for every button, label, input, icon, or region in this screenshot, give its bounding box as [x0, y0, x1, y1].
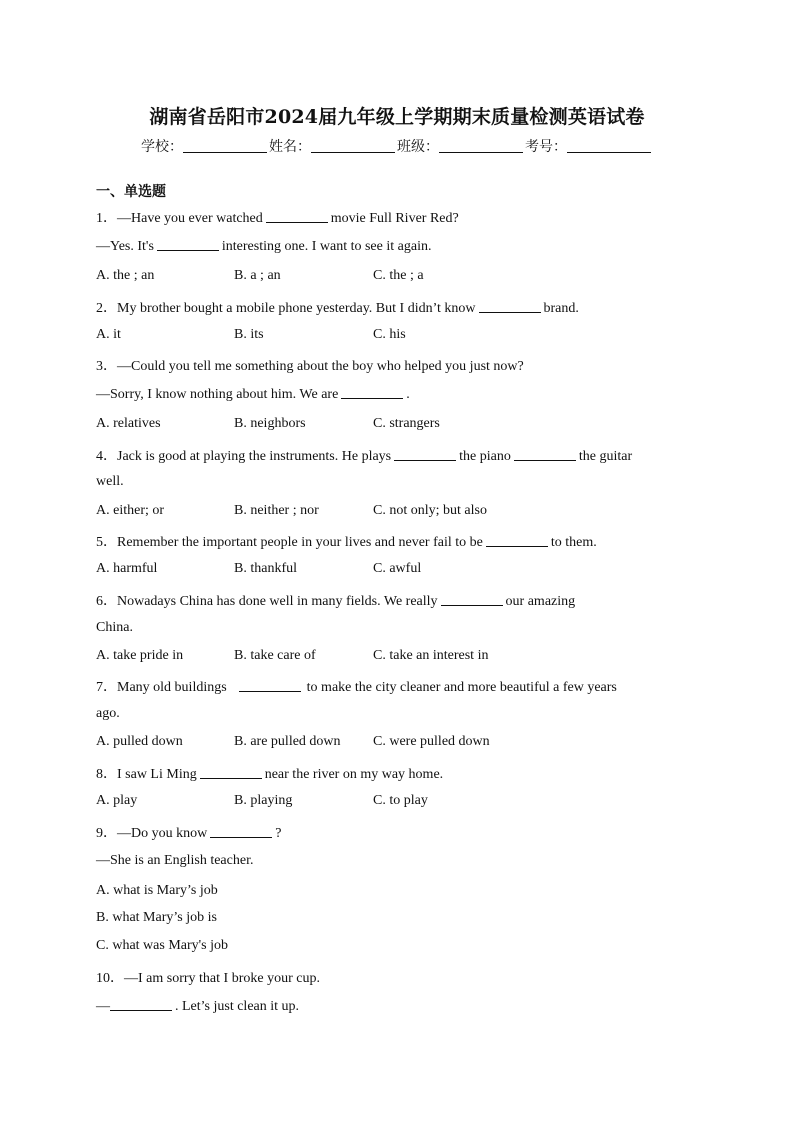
question-1-reply — [96, 238, 431, 255]
question-3-reply — [96, 386, 410, 403]
name-label: 姓名： — [269, 139, 311, 155]
answer-blank[interactable] — [479, 300, 541, 313]
question-text: — — [96, 999, 110, 1014]
question-text: our amazing — [505, 594, 576, 609]
option-c[interactable]: C. to play — [373, 793, 428, 808]
option-c[interactable]: C. take an interest in — [373, 648, 489, 663]
number-blank[interactable] — [567, 139, 651, 153]
question-7-stem-cont: ago. — [96, 706, 120, 721]
answer-blank[interactable] — [266, 210, 328, 223]
question-text: brand. — [543, 301, 579, 316]
question-text: the piano — [459, 449, 511, 464]
question-text: 9．—Do you know — [96, 826, 208, 841]
question-2-stem — [96, 297, 579, 317]
question-text: 8．I saw Li Ming — [96, 767, 197, 782]
option-c[interactable]: C. were pulled down — [373, 734, 490, 749]
question-7-stem — [96, 676, 617, 696]
option-b[interactable]: B. a ; an — [234, 268, 281, 283]
option-a[interactable]: A. either; or — [96, 503, 165, 518]
option-a[interactable]: A. harmful — [96, 561, 158, 576]
school-blank[interactable] — [183, 139, 267, 153]
option-a[interactable]: A. it — [96, 327, 121, 342]
option-a[interactable]: A. relatives — [96, 416, 161, 431]
page-title: 湖南省岳阳市2024届九年级上学期期末质量检测英语试卷 — [149, 106, 645, 128]
option-c[interactable]: C. what was Mary's job — [96, 938, 229, 953]
name-blank[interactable] — [311, 139, 395, 153]
question-text: the guitar — [578, 449, 633, 464]
question-4-stem-cont: well. — [96, 474, 124, 489]
option-b[interactable]: B. what Mary’s job is — [96, 910, 217, 925]
question-text: 4．Jack is good at playing the instruments. He plays — [96, 449, 392, 464]
answer-blank[interactable] — [514, 448, 576, 461]
option-b[interactable]: B. neighbors — [234, 416, 306, 431]
option-c[interactable]: C. awful — [373, 561, 422, 576]
question-text: interesting one. I want to see it again. — [221, 239, 432, 254]
question-text: 7．Many old buildings — [96, 680, 227, 695]
answer-blank[interactable] — [210, 825, 272, 838]
answer-blank[interactable] — [341, 386, 403, 399]
class-blank[interactable] — [439, 139, 523, 153]
question-text: to make the city cleaner and more beautiful a few years — [306, 680, 617, 695]
option-b[interactable]: B. take care of — [234, 648, 316, 663]
question-text: —Sorry, I know nothing about him. We are — [96, 387, 339, 402]
option-c[interactable]: C. strangers — [373, 416, 440, 431]
question-10-reply — [96, 998, 299, 1015]
question-text: . Let’s just clean it up. — [175, 999, 300, 1014]
question-text: 2．My brother bought a mobile phone yesterday. But I didn’t know — [96, 301, 476, 316]
answer-blank[interactable] — [441, 593, 503, 606]
option-a[interactable]: A. take pride in — [96, 648, 184, 663]
answer-blank[interactable] — [200, 766, 262, 779]
question-4-stem — [96, 445, 632, 465]
question-8-stem — [96, 763, 443, 783]
question-1-stem — [96, 207, 459, 227]
answer-blank[interactable] — [157, 238, 219, 251]
option-c[interactable]: C. his — [373, 327, 406, 342]
option-a[interactable]: A. pulled down — [96, 734, 183, 749]
section-title: 一、单选题 — [96, 184, 166, 200]
question-10-stem: 10．—I am sorry that I broke your cup. — [96, 971, 320, 986]
question-6-stem-cont: China. — [96, 620, 133, 635]
question-text: to them. — [550, 535, 597, 550]
question-text: 1．—Have you ever watched — [96, 211, 263, 226]
question-text: . — [406, 387, 410, 402]
question-text: 6．Nowadays China has done well in many fields. We really — [96, 594, 438, 609]
option-b[interactable]: B. are pulled down — [234, 734, 341, 749]
number-label: 考号： — [525, 139, 567, 155]
school-label: 学校： — [141, 139, 183, 155]
option-b[interactable]: B. neither ; nor — [234, 503, 319, 518]
class-label: 班级： — [397, 139, 439, 155]
question-text: ? — [275, 826, 282, 841]
question-6-stem — [96, 590, 575, 610]
question-text: —Yes. It's — [96, 239, 154, 254]
answer-blank[interactable] — [239, 679, 301, 692]
option-c[interactable]: C. not only; but also — [373, 503, 487, 518]
question-9-stem — [96, 822, 281, 842]
question-text: near the river on my way home. — [264, 767, 444, 782]
question-text: movie Full River Red? — [330, 211, 459, 226]
option-b[interactable]: B. thankful — [234, 561, 297, 576]
option-b[interactable]: B. playing — [234, 793, 293, 808]
answer-blank[interactable] — [110, 998, 172, 1011]
student-info-line — [0, 136, 794, 156]
answer-blank[interactable] — [486, 534, 548, 547]
option-a[interactable]: A. what is Mary’s job — [96, 883, 218, 898]
option-a[interactable]: A. the ; an — [96, 268, 155, 283]
question-9-reply: —She is an English teacher. — [96, 853, 254, 868]
question-text: 5．Remember the important people in your lives and never fail to be — [96, 535, 483, 550]
option-a[interactable]: A. play — [96, 793, 138, 808]
question-3-stem: 3．—Could you tell me something about the boy who helped you just now? — [96, 359, 524, 374]
option-b[interactable]: B. its — [234, 327, 264, 342]
answer-blank[interactable] — [394, 448, 456, 461]
question-5-stem — [96, 531, 597, 551]
option-c[interactable]: C. the ; a — [373, 268, 424, 283]
